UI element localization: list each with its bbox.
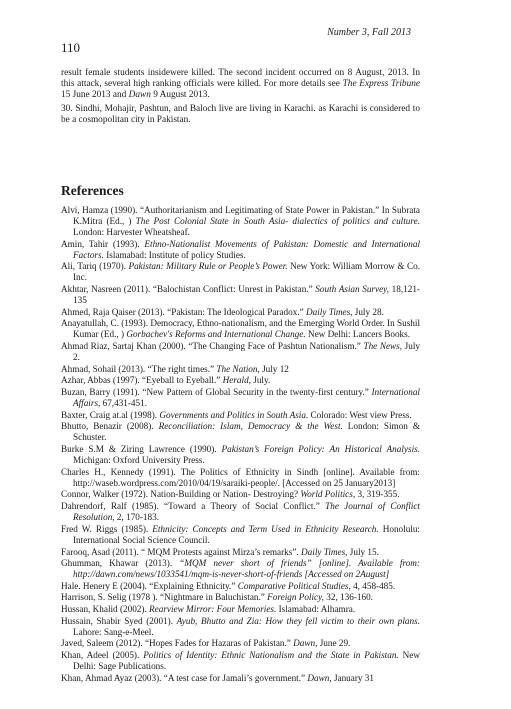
reference-entry: Ahmed, Raja Qaiser (2013). “Pakistan: The Ideological Paradox.” Daily Times, July 28.: [61, 306, 384, 317]
reference-entry: Ahmad, Sohail (2013). “The right times.” The Nation, July 12: [61, 363, 289, 374]
page-number: 110: [61, 40, 81, 55]
reference-entry: Burke S.M & Ziring Lawrence (1990). Pakistan’s Foreign Policy: An Historical Analysis. Michigan: Oxford University Press.: [61, 444, 420, 466]
reference-entry: Anayatullah, C. (1993). Democracy, Ethno-nationalism, and the Emerging World Order. In Sushil Kumar (Ed., ) Gorbachev's Reforms and International Change. New Delhi: Lancers Books.: [61, 318, 420, 340]
reference-entry: Azhar, Abbas (1997). “Eyeball to Eyeball.” Herald, July.: [61, 375, 271, 386]
references-heading: References: [61, 183, 124, 198]
reference-entry: Baxter, Craig at.al (1998). Governments and Politics in South Asia. Colorado: West view Press.: [61, 409, 412, 420]
reference-entry: Fred W. Riggs (1985). Ethnicity: Concepts and Term Used in Ethnicity Research. Honolulu: International Social Science Council.: [61, 523, 420, 545]
reference-entry: Hussain, Shabir Syed (2001). Ayub, Bhutto and Zia: How they fell victim to their own plans. Lahore: Sang-e-Meel.: [61, 615, 420, 637]
reference-entry: Khan, Adeel (2005). Politics of Identity: Ethnic Nationalism and the State in Pakistan. New Delhi: Sage Publications.: [61, 650, 420, 672]
reference-entry: Connor, Walker (1972). Nation-Building or Nation- Destroying? World Politics, 3, 319-355.: [61, 489, 400, 500]
reference-entry: Hale. Henery E (2004). “Explaining Ethnicity.” Comparative Political Studies, 4, 458-485.: [61, 580, 396, 591]
reference-entry: Ghumman, Khawar (2013). “MQM never short of friends” [online]. Available from: http://dawn.com/news/1033541/mqm-is-never-short-of-friends [Accessed on 2August]: [61, 558, 420, 580]
reference-entry: Farooq, Asad (2011). “ MQM Protests against Mirza’s remarks”. Daily Times, July 15.: [61, 546, 379, 557]
reference-list: [61, 205, 420, 684]
reference-entry: Ali, Tariq (1970). Pakistan: Military Rule or People’s Power. New York: William Morrow & Co. Inc.: [61, 261, 420, 283]
footnote: 30. Sindhi, Mohajir, Pashtun, and Baloch live are living in Karachi. as Karachi is considered to be a cosmopolitan city in Pakistan.: [61, 103, 420, 125]
reference-entry: Alvi, Hamza (1990). “Authoritarianism and Legitimating of State Power in Pakistan.” In Subrata K.Mitra (Ed., ) The Post Colonial State in South Asia- dialectics of politics and culture. London: Harvester Wheatsheaf.: [61, 205, 420, 238]
issue-label: Number 3, Fall 2013: [327, 27, 411, 38]
reference-entry: Bhutto, Benazir (2008). Reconciliation: Islam, Democracy & the West. London: Simon & Schuster.: [61, 421, 420, 443]
footnotes: [61, 68, 420, 128]
reference-entry: Buzan, Barry (1991). “New Pattern of Global Security in the twenty-first century.” International Affairs, 67,431-451.: [61, 387, 420, 409]
reference-entry: Khan, Ahmad Ayaz (2003). “A test case for Jamali’s government.” Dawn, January 31: [61, 672, 374, 683]
reference-entry: Hussan, Khalid (2002). Rearview Mirror: Four Memories. Islamabad: Alhamra.: [61, 604, 356, 615]
reference-entry: Harrison, S. Selig (1978 ). “Nightmare in Baluchistan.” Foreign Policy, 32, 136-160.: [61, 592, 373, 603]
reference-entry: Charles H., Kennedy (1991). The Politics of Ethnicity in Sindh [online]. Available from: http://waseb.wordpress.com/2010/04/19/saraiki-people/. [Accessed on 25 January2013]: [61, 466, 420, 488]
reference-entry: Amin, Tahir (1993). Ethno-Nationalist Movements of Pakistan: Domestic and International Factors. Islamabad: Institute of policy Studies.: [61, 238, 420, 260]
reference-entry: Akhtar, Nasreen (2011). “Balochistan Conflict: Unrest in Pakistan.” South Asian Survey, 18,121-135: [61, 284, 420, 306]
footnote: result female students insidewere killed. The second incident occurred on 8 August, 2013. In this attack, several high ranking officials were killed. For more details see The Express Tribune 15 June 2013 and Dawn 9 August 2013.: [61, 68, 420, 101]
reference-entry: Javed, Saleem (2012). “Hopes Fades for Hazaras of Pakistan.” Dawn, June 29.: [61, 638, 351, 649]
reference-entry: Ahmad Riaz, Sartaj Khan (2000). “The Changing Face of Pashtun Nationalism.” The News, July 2.: [61, 341, 420, 363]
reference-entry: Dahrendorf, Ralf (1985). “Toward a Theory of Social Conflict.” The Journal of Conflict Resolution, 2, 170-183.: [61, 501, 420, 523]
